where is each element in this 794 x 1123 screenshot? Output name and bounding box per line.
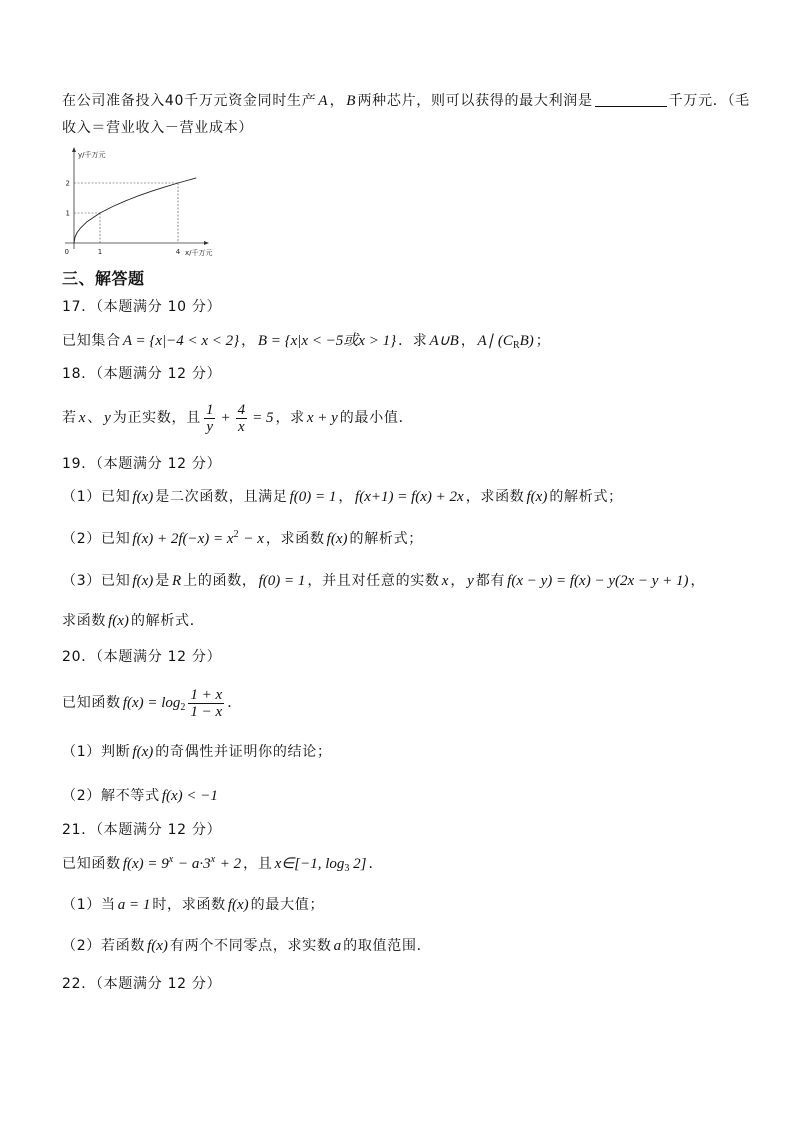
x-axis-arrow — [204, 241, 209, 245]
denominator: x — [237, 419, 245, 436]
text: 求函数 — [62, 613, 107, 629]
q18-header — [62, 365, 221, 383]
question-header: 18．（本题满分 12 分） — [62, 366, 222, 382]
text: ，并且对任意的实数 — [307, 573, 440, 589]
y-tick-label: 1 — [65, 209, 70, 218]
text: 的解析式； — [349, 531, 423, 547]
exponent: 2 — [233, 529, 239, 540]
text: （1）判断 — [62, 744, 131, 760]
math: + — [220, 410, 231, 426]
text: 的奇偶性并证明你的结论； — [155, 744, 332, 760]
subscript: R — [512, 340, 520, 351]
math: f(x) — [132, 573, 154, 589]
intro-text: 千万元．（毛 — [668, 93, 750, 109]
text: 已知集合 — [62, 333, 121, 349]
math: 2] — [349, 856, 367, 872]
question-header: 22．（本题满分 12 分） — [62, 976, 222, 992]
text: 时，求函数 — [152, 897, 226, 913]
intro-text: 在公司准备投入40千万元资金同时生产 — [62, 93, 317, 109]
chip-b: B — [346, 93, 356, 109]
y-axis-arrow — [72, 147, 76, 152]
text: 的解析式． — [130, 613, 205, 629]
math: f(x) < −1 — [161, 788, 218, 804]
chip-a: A — [318, 93, 328, 109]
math: x — [441, 573, 449, 589]
comma: ， — [329, 93, 345, 109]
q17-stem — [62, 332, 550, 350]
text: 若 — [62, 410, 77, 426]
math: f(x+1) = f(x) + 2x — [355, 489, 464, 505]
y-tick-label: 2 — [65, 179, 70, 188]
text: （2）解不等式 — [62, 788, 160, 804]
math: − a·3 — [174, 856, 211, 872]
union-expr: A∪B — [429, 333, 459, 349]
profit-graph — [55, 145, 215, 262]
math: = 5 — [252, 410, 274, 426]
q20-part-2 — [62, 787, 220, 805]
text: 的解析式； — [549, 489, 623, 505]
text: 的最小值． — [339, 410, 414, 426]
answer-blank — [595, 92, 667, 107]
origin-label: 0 — [64, 248, 69, 256]
text: 为正实数，且 — [112, 410, 201, 426]
math: f(x) = 9 — [122, 856, 169, 872]
question-header: 21．（本题满分 12 分） — [62, 822, 222, 838]
math: − x — [239, 531, 264, 547]
math: y — [467, 573, 474, 589]
text: 都有 — [475, 573, 506, 589]
math: f(x) — [132, 744, 154, 760]
exponent: x — [168, 854, 174, 865]
text: （2）若函数 — [62, 938, 146, 954]
section-title — [62, 270, 145, 288]
q17-header — [62, 298, 221, 316]
q21-stem — [62, 855, 383, 873]
text: ． — [368, 856, 384, 872]
text: ． — [227, 695, 242, 711]
math: x + y — [306, 410, 338, 426]
math: f(x) — [227, 897, 249, 913]
math: f(x) — [526, 489, 548, 505]
text: ．求 — [398, 333, 428, 349]
text: （2）已知 — [62, 531, 131, 547]
math: f(x) — [108, 613, 129, 629]
exponent: x — [210, 854, 216, 865]
question-header: 19．（本题满分 12 分） — [62, 456, 222, 472]
fraction — [236, 402, 248, 435]
text: 已知函数 — [62, 695, 121, 711]
text: 已知函数 — [62, 856, 121, 872]
math: f(x) + 2f(−x) = x — [132, 531, 234, 547]
x-tick-label: 1 — [97, 248, 103, 256]
question-header: 17．（本题满分 10 分） — [62, 299, 222, 315]
text: 有两个不同零点，求实数 — [169, 938, 332, 954]
y-axis-label: y/千万元 — [78, 151, 106, 159]
math: a = 1 — [117, 897, 151, 913]
text: ，求 — [275, 410, 305, 426]
q21-part-2 — [62, 937, 431, 955]
math: + 2 — [216, 856, 242, 872]
intro-line-1 — [62, 92, 750, 110]
math: x — [78, 410, 86, 426]
numerator: 1 + x — [190, 687, 223, 704]
q19-header — [62, 455, 221, 473]
q20-stem — [62, 685, 242, 721]
fraction — [188, 687, 224, 720]
subscript: 2 — [180, 702, 186, 713]
complement-expr: A∣ (C — [477, 333, 513, 349]
q19-part-2 — [62, 530, 423, 548]
math: x∈[−1, log — [274, 856, 345, 872]
text: ，求函数 — [265, 531, 325, 547]
text: ， — [690, 573, 706, 589]
x-axis-label: x/千万元 — [185, 249, 213, 257]
q21-header — [62, 821, 221, 839]
q19-part-1 — [62, 488, 623, 506]
set-b: B = {x|x < −5或x > 1} — [257, 333, 397, 349]
text: 是二次函数，且满足 — [155, 489, 288, 505]
text: ， — [460, 333, 476, 349]
text: ， — [241, 333, 256, 349]
subscript: 3 — [344, 863, 350, 874]
text: 的最大值； — [250, 897, 325, 913]
q21-part-1 — [62, 896, 324, 914]
math: a — [333, 938, 342, 954]
math: f(x) — [326, 531, 348, 547]
text: ， — [338, 489, 354, 505]
intro-line-2 — [62, 119, 253, 137]
numerator: 1 — [205, 402, 214, 419]
math: y — [104, 410, 111, 426]
x-tick-label: 4 — [175, 248, 181, 256]
math: f(x) — [132, 489, 154, 505]
q22-header — [62, 975, 221, 993]
math: f(x − y) = f(x) − y(2x − y + 1) — [507, 573, 689, 589]
q19-part-3-cont — [62, 612, 204, 630]
q19-part-3 — [62, 572, 705, 590]
numerator: 4 — [237, 402, 246, 419]
math: f(x) — [147, 938, 168, 954]
complement-expr: B) — [519, 333, 534, 349]
q18-stem — [62, 400, 413, 436]
text: （1）已知 — [62, 489, 131, 505]
math: f(x) = log — [122, 695, 181, 711]
text: ，且 — [243, 856, 273, 872]
text: ， — [450, 573, 466, 589]
q20-header — [62, 648, 221, 666]
text: （1）当 — [62, 897, 116, 913]
section-title-text: 三、解答题 — [62, 269, 145, 288]
text: 是 — [155, 573, 170, 589]
math: f(0) = 1 — [289, 489, 337, 505]
denominator: y — [206, 419, 214, 436]
question-header: 20．（本题满分 12 分） — [62, 649, 222, 665]
math: f(0) = 1 — [258, 573, 306, 589]
q20-part-1 — [62, 743, 332, 761]
text: 、 — [87, 410, 103, 426]
text: ，求函数 — [465, 489, 525, 505]
text: （3）已知 — [62, 573, 131, 589]
denominator: 1 − x — [190, 704, 223, 721]
text: 上的函数， — [183, 573, 257, 589]
text: ； — [535, 333, 551, 349]
math: R — [171, 573, 182, 589]
intro-text: 收入＝营业收入－营业成本） — [62, 120, 254, 136]
fraction — [204, 402, 216, 435]
text: 的取值范围． — [343, 938, 432, 954]
intro-text: 两种芯片，则可以获得的最大利润是 — [357, 93, 593, 109]
set-a: A = {x|−4 < x < 2} — [122, 333, 240, 349]
